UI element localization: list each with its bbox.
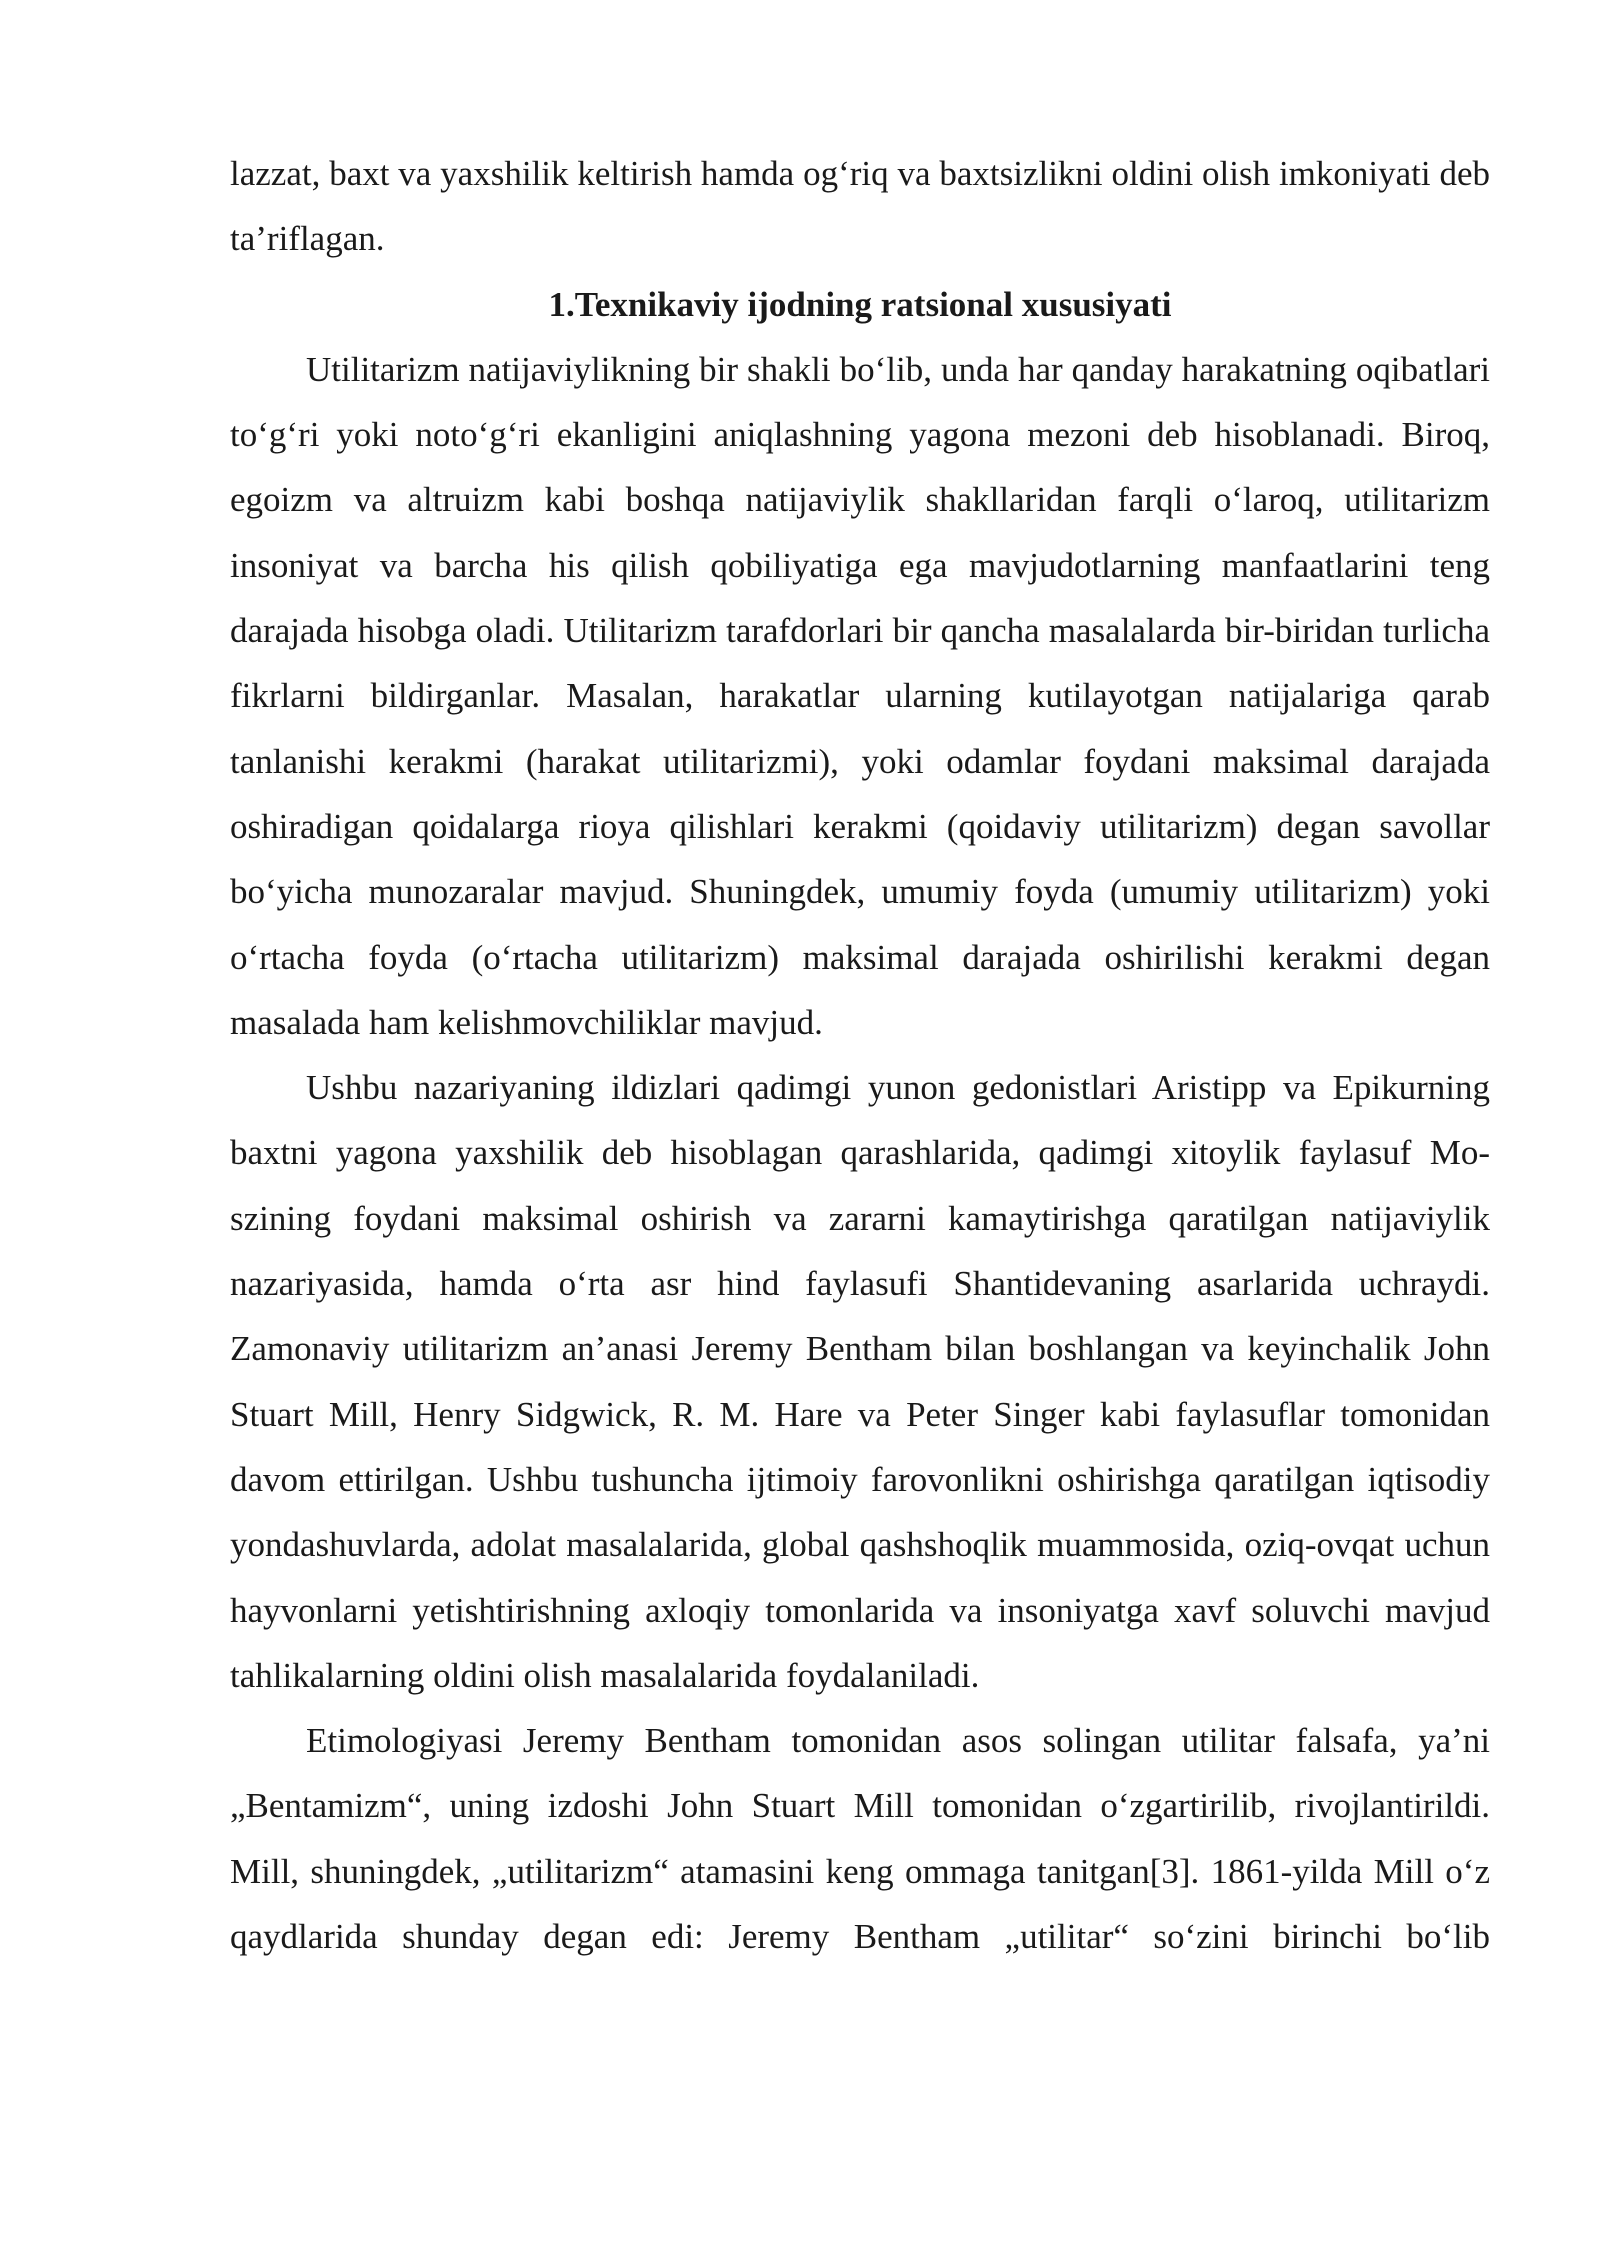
body-paragraph-3: Etimologiyasi Jeremy Bentham tomonidan asos solingan utilitar falsafa, ya’ni „Bentamizm“, uning izdoshi John Stuart Mill tomonidan o‘zgartirilib, rivojlantirildi. Mill, shuningdek, „utilitarizm“ atamasini keng ommaga tanitgan[3]. 1861-yilda Mill o‘z qaydlarida shunday degan edi: Jeremy Bentham „utilitar“ so‘zini birinchi bo‘lib [230,1721,1490,1957]
section-heading: 1.Texnikaviy ijodning ratsional xususiyati [548,284,1172,324]
document-page [230,141,1490,1969]
intro-paragraph: lazzat, baxt va yaxshilik keltirish hamda og‘riq va baxtsizlikni oldini olish imkoniyati deb ta’riflagan. [230,154,1490,259]
body-paragraph-2: Ushbu nazariyaning ildizlari qadimgi yunon gedonistlari Aristipp va Epikurning baxtni yagona yaxshilik deb hisoblagan qarashlarida, qadimgi xitoylik faylasuf Mo-szining foydani maksimal oshirish va zararni kamaytirishga qaratilgan natijaviylik nazariyasida, hamda o‘rta asr hind faylasufi Shantidevaning asarlarida uchraydi. Zamonaviy utilitarizm an’anasi Jeremy Bentham bilan boshlangan va keyinchalik John Stuart Mill, Henry Sidgwick, R. M. Hare va Peter Singer kabi faylasuflar tomonidan davom ettirilgan. Ushbu tushuncha ijtimoiy farovonlikni oshirishga qaratilgan iqtisodiy yondashuvlarda, adolat masalalarida, global qashshoqlik muammosida, oziq-ovqat uchun hayvonlarni yetishtirishning axloqiy tomonlarida va insoniyatga xavf soluvchi mavjud tahlikalarning oldini olish masalalarida foydalaniladi. [230,1068,1490,1695]
body-paragraph-1: Utilitarizm natijaviylikning bir shakli bo‘lib, unda har qanday harakatning oqibatlari to‘g‘ri yoki noto‘g‘ri ekanligini aniqlashning yagona mezoni deb hisoblanadi. Biroq, egoizm va altruizm kabi boshqa natijaviylik shakllaridan farqli o‘laroq, utilitarizm insoniyat va barcha his qilish qobiliyatiga ega mavjudotlarning manfaatlarini teng darajada hisobga oladi. Utilitarizm tarafdorlari bir qancha masalalarda bir-biridan turlicha fikrlarni bildirganlar. Masalan, harakatlar ularning kutilayotgan natijalariga qarab tanlanishi kerakmi (harakat utilitarizmi), yoki odamlar foydani maksimal darajada oshiradigan qoidalarga rioya qilishlari kerakmi (qoidaviy utilitarizm) degan savollar bo‘yicha munozaralar mavjud. Shuningdek, umumiy foyda (umumiy utilitarizm) yoki o‘rtacha foyda (o‘rtacha utilitarizm) maksimal darajada oshirilishi kerakmi degan masalada ham kelishmovchiliklar mavjud. [230,349,1490,1042]
